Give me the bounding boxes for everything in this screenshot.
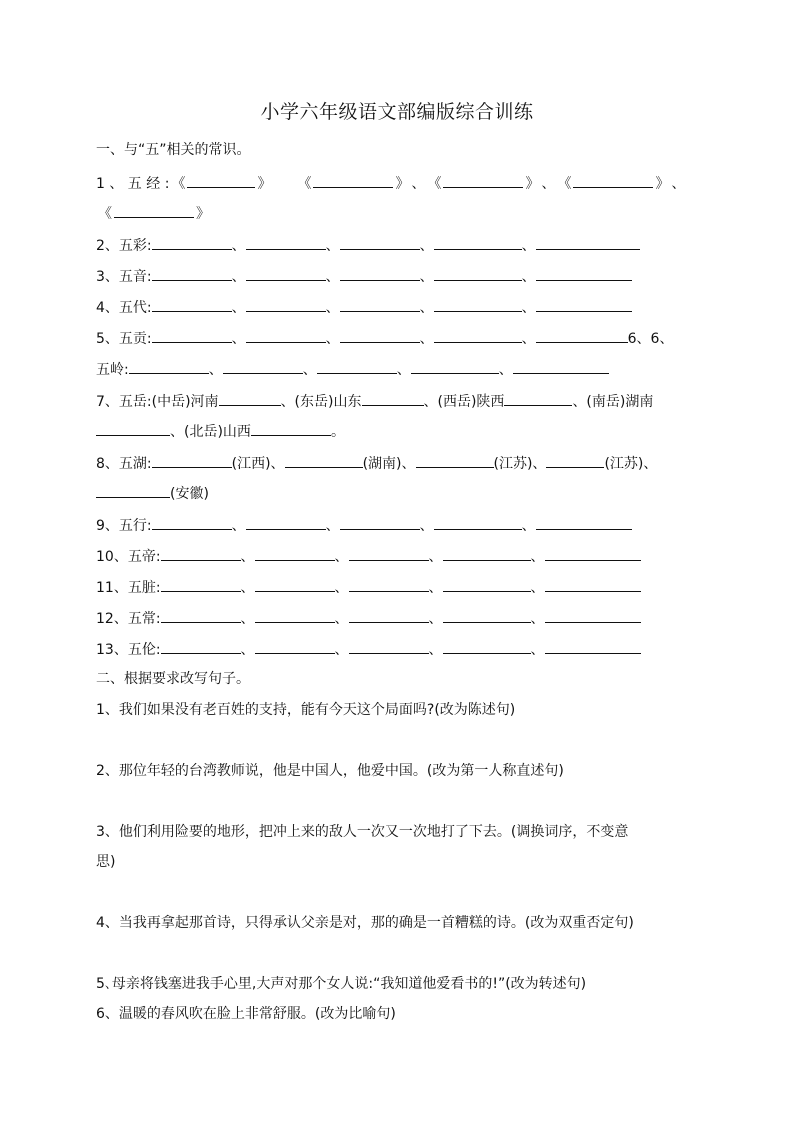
question-6: [96, 358, 609, 380]
question-7-label: 7、五岳:: [96, 394, 152, 410]
open-bracket: 《: [98, 206, 112, 222]
answer-blank[interactable]: [340, 296, 420, 312]
answer-blank[interactable]: [152, 234, 232, 250]
separator: 、: [530, 549, 545, 565]
answer-blank[interactable]: [545, 545, 641, 561]
answer-blank[interactable]: [313, 172, 393, 188]
mountain-hint: 、(北岳)山西: [170, 424, 251, 440]
open-bracket: 《: [297, 176, 312, 192]
question-5-tail: 6、6、: [627, 331, 674, 347]
separator: 、: [530, 611, 545, 627]
question-5: [96, 327, 673, 349]
separator: 、: [325, 331, 340, 347]
question-3-label: 3、五音:: [96, 269, 152, 285]
separator: 、: [521, 238, 536, 254]
answer-blank[interactable]: [152, 265, 232, 281]
question-8-line-2: [96, 482, 209, 504]
separator: 、: [231, 300, 246, 316]
question-6-label: 五岭:: [96, 362, 129, 378]
separator: 、: [419, 238, 434, 254]
question-1-line-2: [96, 202, 212, 224]
answer-blank[interactable]: [504, 390, 572, 406]
answer-blank[interactable]: [362, 390, 424, 406]
answer-blank[interactable]: [416, 452, 494, 468]
answer-blank[interactable]: [340, 514, 420, 530]
answer-blank[interactable]: [545, 576, 641, 592]
separator: 、: [208, 362, 223, 378]
question-8-line-1: [96, 452, 657, 474]
answer-blank[interactable]: [434, 514, 522, 530]
answer-blank[interactable]: [114, 202, 194, 218]
separator: 、: [334, 611, 349, 627]
answer-blank[interactable]: [96, 420, 170, 436]
answer-blank[interactable]: [434, 296, 522, 312]
answer-blank[interactable]: [246, 296, 326, 312]
answer-blank[interactable]: [152, 514, 232, 530]
answer-blank[interactable]: [246, 327, 326, 343]
open-bracket: 《: [171, 176, 186, 192]
answer-blank[interactable]: [161, 576, 241, 592]
separator: 、: [419, 518, 434, 534]
answer-blank[interactable]: [96, 482, 170, 498]
answer-blank[interactable]: [255, 607, 335, 623]
answer-blank[interactable]: [443, 545, 531, 561]
question-7-line-2: [96, 420, 345, 442]
lake-hint: (江西)、: [231, 456, 285, 472]
separator: 、: [231, 331, 246, 347]
separator: 、: [428, 611, 443, 627]
section-1-heading: 一、与“五”相关的常识。: [96, 142, 251, 158]
answer-blank[interactable]: [152, 327, 232, 343]
answer-blank[interactable]: [349, 576, 429, 592]
question-7-line-1: [96, 390, 653, 412]
answer-blank[interactable]: [536, 265, 632, 281]
separator: 、: [521, 300, 536, 316]
question-9-label: 9、五行:: [96, 518, 152, 534]
question-1-line-1: [96, 172, 685, 194]
sentence-3-line-2: 思): [96, 854, 116, 870]
close-bracket: 》: [525, 176, 540, 192]
answer-blank[interactable]: [187, 172, 255, 188]
answer-blank[interactable]: [546, 452, 604, 468]
sentence-4: 4、当我再拿起那首诗，只得承认父亲是对，那的确是一首糟糕的诗。(改为双重否定句): [96, 915, 634, 931]
separator: 、: [428, 549, 443, 565]
separator: 、: [240, 580, 255, 596]
answer-blank[interactable]: [434, 234, 522, 250]
period: 。: [330, 424, 345, 440]
question-5-label: 5、五贡:: [96, 331, 152, 347]
separator: 、: [428, 580, 443, 596]
separator: 、: [396, 362, 411, 378]
separator: 、: [530, 642, 545, 658]
answer-blank[interactable]: [129, 358, 209, 374]
answer-blank[interactable]: [349, 545, 429, 561]
mountain-hint: 、(东岳)山东: [280, 394, 362, 410]
question-10: [96, 545, 641, 567]
answer-blank[interactable]: [349, 607, 429, 623]
separator: 、: [541, 176, 556, 192]
separator: 、: [240, 642, 255, 658]
answer-blank[interactable]: [223, 358, 303, 374]
separator: 、: [231, 518, 246, 534]
separator: 、: [334, 642, 349, 658]
separator: 、: [302, 362, 317, 378]
open-bracket: 《: [557, 176, 572, 192]
separator: 、: [334, 549, 349, 565]
answer-blank[interactable]: [349, 638, 429, 654]
answer-blank[interactable]: [573, 172, 653, 188]
separator: 、: [530, 580, 545, 596]
separator: 、: [325, 238, 340, 254]
answer-blank[interactable]: [443, 607, 531, 623]
question-12-label: 12、五常:: [96, 611, 161, 627]
close-bracket: 》: [655, 176, 670, 192]
answer-blank[interactable]: [161, 607, 241, 623]
question-1-label: 1 、 五 经 :: [96, 176, 170, 192]
question-8-label: 8、五湖:: [96, 456, 152, 472]
question-2: [96, 234, 640, 256]
answer-blank[interactable]: [536, 296, 632, 312]
question-11: [96, 576, 641, 598]
mountain-hint: 、(南岳)湖南: [572, 394, 654, 410]
answer-blank[interactable]: [255, 638, 335, 654]
question-4: [96, 296, 632, 318]
answer-blank[interactable]: [255, 576, 335, 592]
answer-blank[interactable]: [443, 576, 531, 592]
answer-blank[interactable]: [246, 265, 326, 281]
lake-hint: (安徽): [170, 486, 209, 502]
open-bracket: 《: [427, 176, 442, 192]
separator: 、: [231, 269, 246, 285]
answer-blank[interactable]: [246, 234, 326, 250]
sentence-3-line-1: 3、他们利用险要的地形，把冲上来的敌人一次又一次地打了下去。(调换词序，不变意: [96, 824, 629, 840]
answer-blank[interactable]: [317, 358, 397, 374]
separator: 、: [240, 549, 255, 565]
question-4-label: 4、五代:: [96, 300, 152, 316]
answer-blank[interactable]: [340, 234, 420, 250]
separator: 、: [334, 580, 349, 596]
lake-hint: (江苏)、: [604, 456, 658, 472]
separator: 、: [325, 269, 340, 285]
answer-blank[interactable]: [443, 638, 531, 654]
separator: 、: [231, 238, 246, 254]
answer-blank[interactable]: [251, 420, 331, 436]
question-2-label: 2、五彩:: [96, 238, 152, 254]
answer-blank[interactable]: [219, 390, 281, 406]
separator: 、: [419, 300, 434, 316]
separator: 、: [419, 331, 434, 347]
mountain-hint: (中岳)河南: [151, 394, 219, 410]
close-bracket: 》: [196, 206, 210, 222]
separator: 、: [521, 269, 536, 285]
question-9: [96, 514, 632, 536]
question-12: [96, 607, 641, 629]
question-3: [96, 265, 632, 287]
separator: 、: [671, 176, 686, 192]
lake-hint: (湖南)、: [362, 456, 416, 472]
separator: 、: [521, 518, 536, 534]
separator: 、: [428, 642, 443, 658]
mountain-hint: 、(西岳)陕西: [423, 394, 505, 410]
section-2-heading: 二、根据要求改写句子。: [96, 671, 250, 687]
answer-blank[interactable]: [255, 545, 335, 561]
question-10-label: 10、五帝:: [96, 549, 161, 565]
sentence-6: 6、温暖的春风吹在脸上非常舒服。(改为比喻句): [96, 1006, 396, 1022]
answer-blank[interactable]: [536, 514, 632, 530]
sentence-5: 5､母亲将钱塞进我手心里,大声对那个女人说:“我知道他爱看书的!”(改为转述句): [96, 976, 587, 992]
answer-blank[interactable]: [340, 265, 420, 281]
lake-hint: (江苏)、: [493, 456, 547, 472]
page-title: 小学六年级语文部编版综合训练: [260, 101, 534, 123]
separator: 、: [325, 518, 340, 534]
close-bracket: 》: [257, 176, 272, 192]
separator: 、: [411, 176, 426, 192]
answer-blank[interactable]: [545, 638, 641, 654]
sentence-2: 2、那位年轻的台湾教师说，他是中国人，他爱中国。(改为第一人称直述句): [96, 763, 564, 779]
answer-blank[interactable]: [152, 452, 232, 468]
answer-blank[interactable]: [536, 327, 628, 343]
answer-blank[interactable]: [434, 327, 522, 343]
answer-blank[interactable]: [536, 234, 640, 250]
question-13-label: 13、五伦:: [96, 642, 161, 658]
answer-blank[interactable]: [513, 358, 609, 374]
answer-blank[interactable]: [161, 545, 241, 561]
separator: 、: [498, 362, 513, 378]
answer-blank[interactable]: [285, 452, 363, 468]
separator: 、: [325, 300, 340, 316]
separator: 、: [521, 331, 536, 347]
answer-blank[interactable]: [340, 327, 420, 343]
answer-blank[interactable]: [411, 358, 499, 374]
separator: 、: [419, 269, 434, 285]
question-13: [96, 638, 641, 660]
question-11-label: 11、五脏:: [96, 580, 161, 596]
answer-blank[interactable]: [161, 638, 241, 654]
close-bracket: 》: [395, 176, 410, 192]
sentence-1: 1、我们如果没有老百姓的支持，能有今天这个局面吗?(改为陈述句): [96, 702, 516, 718]
answer-blank[interactable]: [443, 172, 523, 188]
answer-blank[interactable]: [545, 607, 641, 623]
separator: 、: [240, 611, 255, 627]
answer-blank[interactable]: [152, 296, 232, 312]
answer-blank[interactable]: [434, 265, 522, 281]
answer-blank[interactable]: [246, 514, 326, 530]
